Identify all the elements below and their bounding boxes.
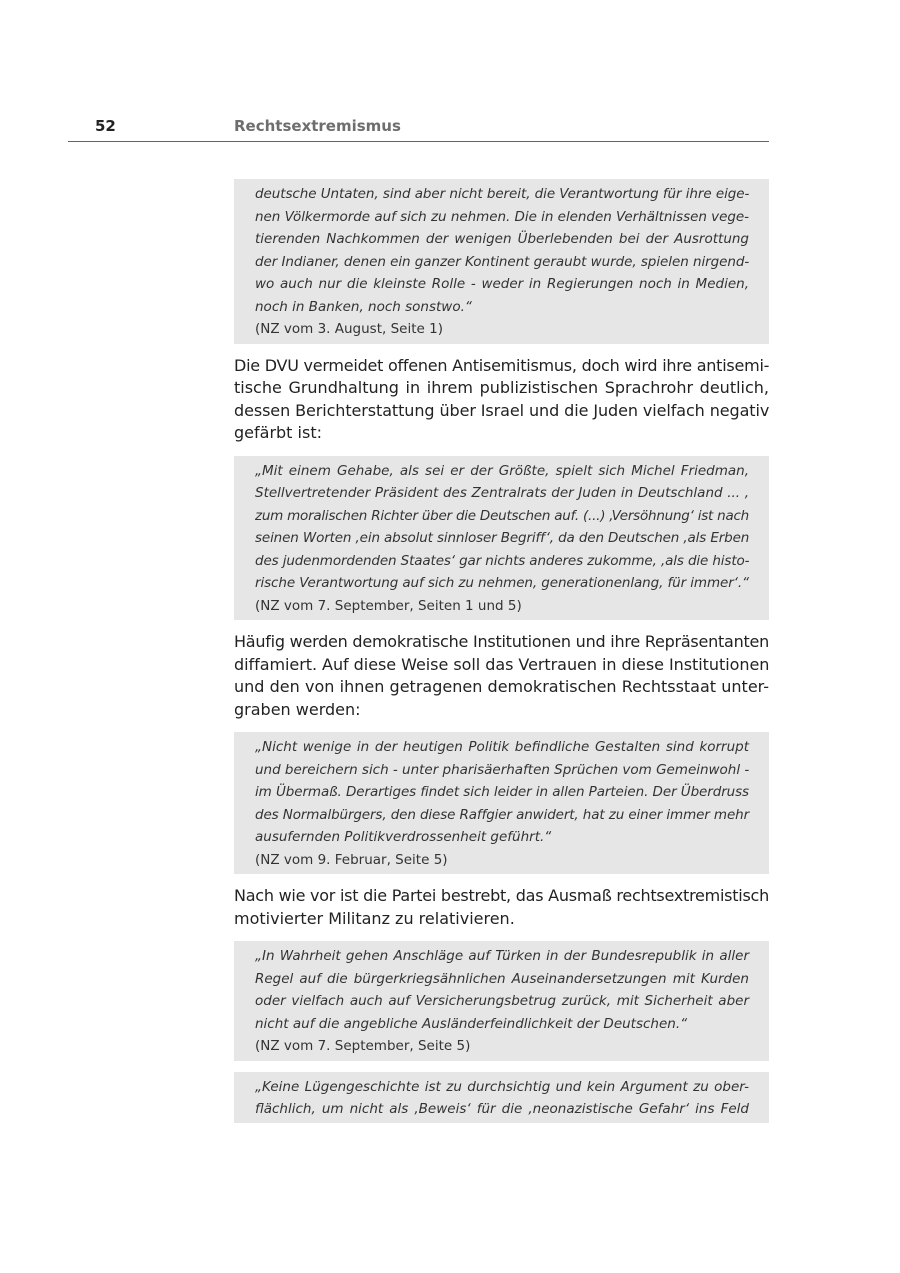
quote-text — [255, 1076, 749, 1121]
paragraph-line: diffamiert. Auf diese Weise soll das Vertrauen in diese Institutionen — [234, 654, 770, 674]
quote-source: (NZ vom 3. August, Seite 1) — [255, 321, 443, 337]
body-paragraph — [234, 885, 769, 930]
quote-line: flächlich, um nicht als ‚Beweis‘ für die ‚neonazistische Gefahr‘ ins Feld — [255, 1101, 749, 1117]
quote-line: tierenden Nachkommen der wenigen Überlebenden bei der Ausrottung — [255, 231, 749, 247]
quote-line: rische Verantwortung auf sich zu nehmen, generationenlang, für immer‘.“ — [255, 575, 749, 591]
paragraph-line: motivierter Militanz zu relativieren. — [234, 908, 515, 928]
quote-line: „Mit einem Gehabe, als sei er der Größte, spielt sich Michel Friedman, — [255, 462, 749, 479]
quote-line: des Normalbürgers, den diese Raffgier anwidert, hat zu einer immer mehr — [255, 806, 749, 823]
paragraph-line: und den von ihnen getragenen demokratischen Rechtsstaat unter- — [234, 677, 769, 696]
quote-line: nicht auf die angebliche Ausländerfeindlichkeit der Deutschen.“ — [255, 1015, 688, 1032]
quote-line: Regel auf die bürgerkriegsähnlichen Auseinandersetzungen mit Kurden — [255, 970, 749, 987]
body-paragraph — [234, 355, 769, 445]
paragraph-line: graben werden: — [234, 699, 361, 719]
page-number: 52 — [95, 117, 116, 135]
paragraph-line: Häufig werden demokratische Institutionen und ihre Repräsentanten — [234, 632, 769, 651]
quote-line: und bereichern sich - unter pharisäerhaften Sprüchen vom Gemeinwohl - — [255, 761, 750, 778]
running-title: Rechtsextremismus — [234, 117, 401, 135]
paragraph-line: dessen Berichterstattung über Israel und die Juden vielfach negativ — [234, 400, 770, 420]
quote-line: des judenmordenden Staates‘ gar nichts anderes zukomme, ‚als die histo- — [255, 552, 750, 569]
quote-line: seinen Worten ‚ein absolut sinnloser Begriff‘, da den Deutschen ‚als Erben — [255, 530, 750, 546]
page-header — [68, 117, 769, 142]
quote-text — [255, 183, 749, 318]
paragraph-line: gefärbt ist: — [234, 423, 322, 442]
quote-text — [255, 945, 749, 1035]
quote-text — [255, 460, 749, 595]
quote-line: „Keine Lügengeschichte ist zu durchsichtig und kein Argument zu ober- — [255, 1078, 749, 1095]
quote-line: wo auch nur die kleinste Rolle - weder in Regierungen noch in Medien, — [255, 276, 749, 292]
quote-line: „In Wahrheit gehen Anschläge auf Türken in der Bundesrepublik in aller — [255, 948, 749, 964]
quote-line: ausufernden Politikverdrossenheit geführt.“ — [255, 829, 552, 845]
quote-line: der Indianer, denen ein ganzer Kontinent geraubt wurde, spielen nirgend- — [255, 253, 750, 270]
quote-block — [234, 1072, 769, 1123]
quote-line: nen Völkermorde auf sich zu nehmen. Die in elenden Verhältnissen vege- — [255, 208, 749, 225]
quote-block — [234, 179, 769, 344]
quote-source: (NZ vom 7. September, Seite 5) — [255, 1038, 471, 1054]
quote-text — [255, 736, 749, 849]
quote-line: Stellvertretender Präsident des Zentralrats der Juden in Deutschland ... , — [255, 485, 749, 501]
quote-line: noch in Banken, noch sonstwo.“ — [255, 298, 472, 315]
quote-source: (NZ vom 7. September, Seiten 1 und 5) — [255, 597, 522, 614]
quote-line: im Übermaß. Derartiges findet sich leider in allen Parteien. Der Überdruss — [255, 784, 749, 800]
paragraph-line: Nach wie vor ist die Partei bestrebt, das Ausmaß rechtsextremistisch — [234, 886, 769, 905]
quote-block — [234, 732, 769, 874]
body-paragraph — [234, 631, 769, 721]
quote-block — [234, 456, 769, 621]
quote-line: oder vielfach auch auf Versicherungsbetrug zurück, mit Sicherheit aber — [255, 993, 749, 1009]
quote-line: zum moralischen Richter über die Deutschen auf. (...) ‚Versöhnung‘ ist nach — [255, 507, 749, 524]
quote-source: (NZ vom 9. Februar, Seite 5) — [255, 851, 448, 868]
page-content — [234, 179, 769, 1123]
quote-block — [234, 941, 769, 1061]
quote-line: deutsche Untaten, sind aber nicht bereit, die Verantwortung für ihre eige- — [255, 186, 750, 202]
quote-line: „Nicht wenige in der heutigen Politik befindliche Gestalten sind korrupt — [255, 739, 749, 755]
paragraph-line: Die DVU vermeidet offenen Antisemitismus, doch wird ihre antisemi- — [234, 355, 770, 375]
paragraph-line: tische Grundhaltung in ihrem publizistischen Sprachrohr deutlich, — [234, 378, 769, 397]
